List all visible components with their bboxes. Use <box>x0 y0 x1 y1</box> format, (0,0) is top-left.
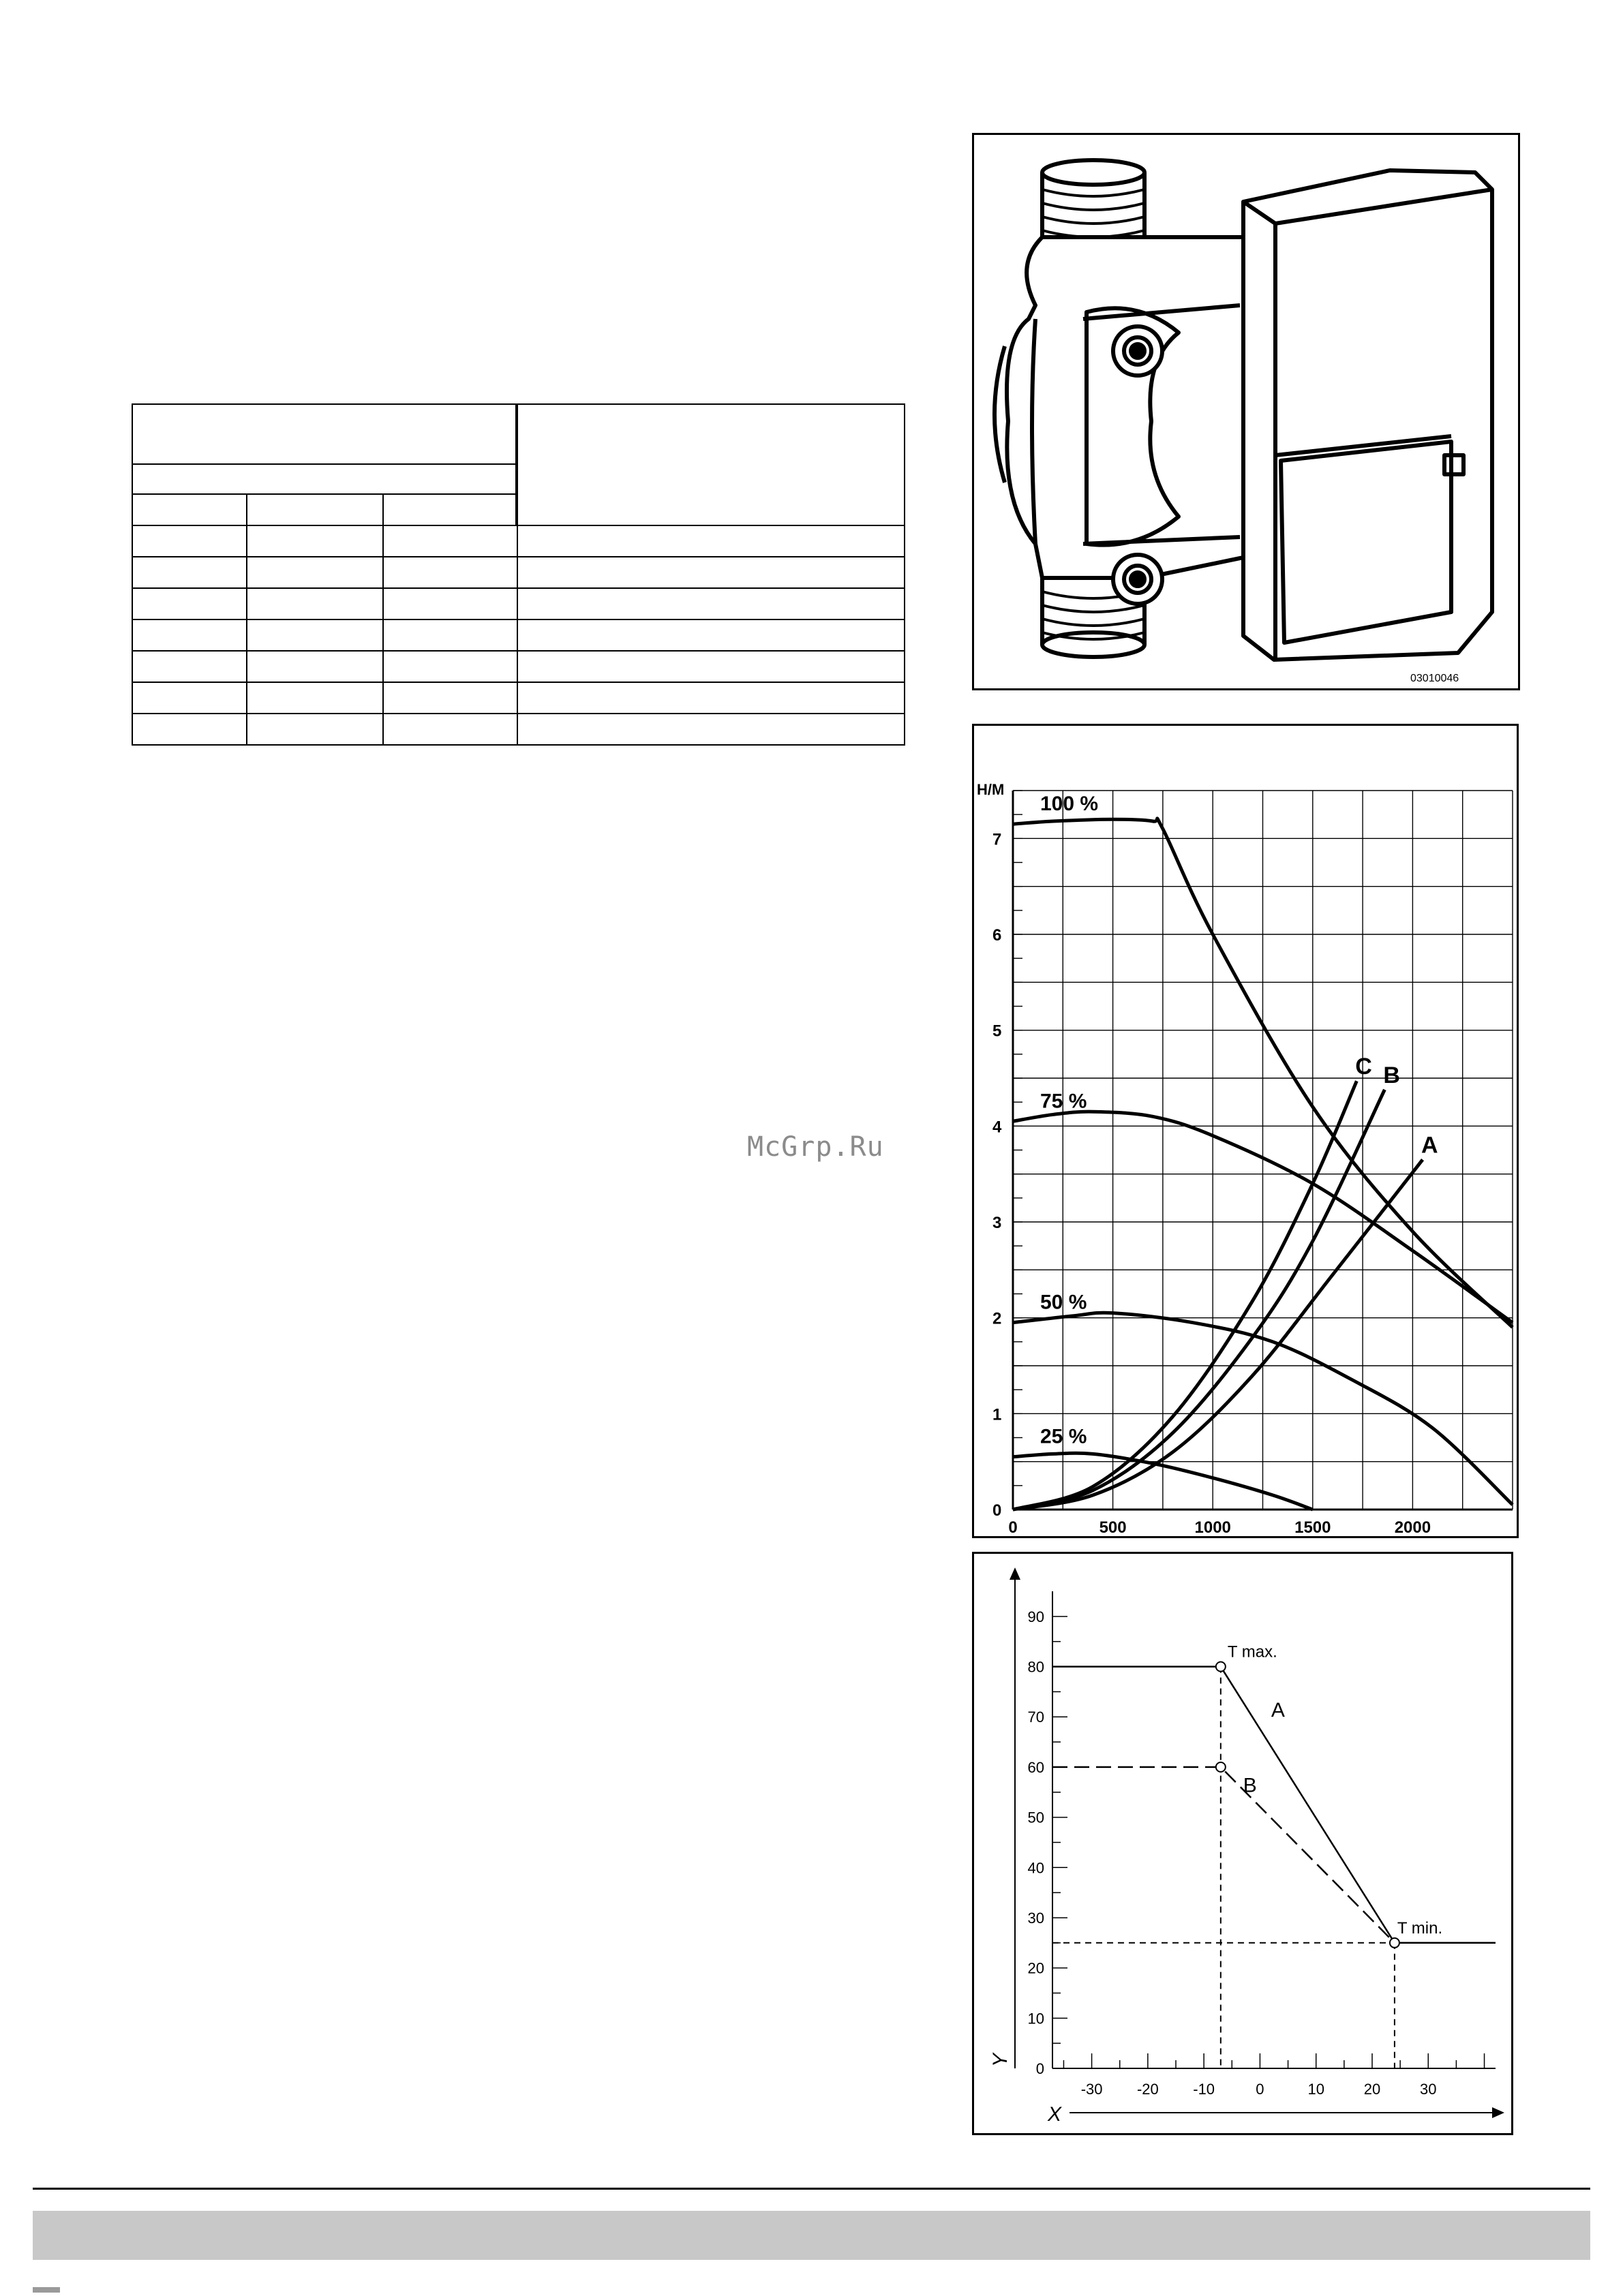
table-cell <box>382 682 518 714</box>
y-tick-label: 6 <box>992 926 1002 945</box>
y-axis-label: H/M <box>977 781 1005 798</box>
watermark-text: McGrp.Ru <box>747 1131 884 1163</box>
curve-point <box>1216 1662 1226 1672</box>
curve-point <box>1390 1938 1399 1948</box>
y-tick-label: 90 <box>1027 1608 1044 1625</box>
tmin-label: T min. <box>1397 1918 1443 1938</box>
table-cell <box>246 587 384 620</box>
footer-rule <box>33 2188 1590 2190</box>
y-tick-label: 20 <box>1027 1959 1044 1977</box>
table-cell <box>246 525 384 557</box>
table-cell <box>246 682 384 714</box>
table-cell <box>132 493 247 526</box>
y-tick-label: 10 <box>1027 2010 1044 2027</box>
table-cell <box>132 587 247 620</box>
x-tick-label: -20 <box>1136 2081 1159 2098</box>
y-tick-label: 2 <box>992 1309 1002 1328</box>
curve-a-label: A <box>1271 1699 1285 1722</box>
figure-code: 03010046 <box>1410 673 1459 684</box>
table-cell <box>382 650 518 683</box>
x-tick-label: 20 <box>1363 2081 1381 2098</box>
y-tick-label: 3 <box>992 1214 1002 1232</box>
x-tick-label: 1500 <box>1294 1518 1331 1536</box>
table-cell <box>382 556 518 589</box>
y-tick-label: 5 <box>992 1022 1002 1041</box>
table-cell <box>382 587 518 620</box>
data-table <box>132 403 905 744</box>
temp-chart-svg <box>974 1554 1511 2133</box>
x-tick-label: 500 <box>1099 1518 1127 1536</box>
footer-bar <box>33 2211 1590 2260</box>
table-cell <box>132 713 247 746</box>
table-cell <box>246 556 384 589</box>
table-cell <box>517 556 905 589</box>
curve-point <box>1216 1762 1226 1772</box>
y-arrow-head <box>1010 1567 1020 1580</box>
table-cell <box>517 525 905 557</box>
table-cell <box>517 713 905 746</box>
table-cell <box>517 403 905 526</box>
speed-curve-label: 25 % <box>1040 1425 1087 1448</box>
y-tick-label: 50 <box>1027 1809 1044 1826</box>
x-tick-label: -10 <box>1193 2081 1215 2098</box>
x-tick-label: 0 <box>1256 2081 1264 2098</box>
table-cell <box>132 556 247 589</box>
speed-curve-label: 100 % <box>1040 793 1099 816</box>
table-cell <box>517 587 905 620</box>
pump-performance-chart <box>972 724 1519 1538</box>
x-axis-label: X <box>1048 2103 1062 2126</box>
y-tick-label: 40 <box>1027 1859 1044 1877</box>
page-marker <box>33 2287 60 2293</box>
table-cell <box>517 619 905 652</box>
x-tick-label: 2000 <box>1394 1518 1431 1536</box>
x-tick-label: 0 <box>1008 1518 1018 1536</box>
curve-b <box>1052 1767 1395 1943</box>
x-arrow-head <box>1492 2107 1504 2118</box>
y-tick-label: 70 <box>1027 1709 1044 1726</box>
table-cell <box>132 525 247 557</box>
table-cell <box>132 619 247 652</box>
pump-chart-svg <box>974 726 1517 1536</box>
heating-curve-chart <box>972 1552 1513 2135</box>
y-tick-label: 0 <box>992 1501 1002 1520</box>
y-tick-label: 4 <box>992 1118 1002 1137</box>
table-cell <box>382 493 518 526</box>
y-tick-label: 0 <box>1035 2060 1044 2077</box>
system-curve <box>1013 1160 1423 1510</box>
y-axis-label: Y <box>989 2053 1012 2067</box>
table-cell <box>382 525 518 557</box>
x-tick-label: 10 <box>1307 2081 1324 2098</box>
table-cell <box>132 682 247 714</box>
system-curve-label: A <box>1421 1132 1438 1159</box>
table-cell <box>517 650 905 683</box>
y-tick-label: 80 <box>1027 1658 1044 1676</box>
y-tick-label: 1 <box>992 1405 1002 1424</box>
y-tick-label: 30 <box>1027 1909 1044 1927</box>
table-cell <box>246 650 384 683</box>
speed-curve-label: 75 % <box>1040 1090 1087 1113</box>
system-curve-label: C <box>1355 1054 1372 1080</box>
tmax-label: T max. <box>1227 1642 1277 1662</box>
table-cell <box>517 682 905 714</box>
speed-curve-label: 50 % <box>1040 1291 1087 1314</box>
table-cell <box>132 403 517 465</box>
x-tick-label: -30 <box>1080 2081 1103 2098</box>
table-cell <box>132 650 247 683</box>
curve-b-label: B <box>1243 1774 1257 1797</box>
system-curve-label: B <box>1383 1062 1400 1088</box>
x-tick-label: 30 <box>1420 2081 1437 2098</box>
table-cell <box>382 619 518 652</box>
y-tick-label: 60 <box>1027 1758 1044 1776</box>
table-cell <box>382 713 518 746</box>
table-cell <box>246 713 384 746</box>
table-cell <box>132 463 517 495</box>
y-tick-label: 7 <box>992 830 1002 849</box>
table-cell <box>246 493 384 526</box>
pump-figure <box>972 133 1520 690</box>
x-tick-label: 1000 <box>1194 1518 1231 1536</box>
pump-drawing <box>974 135 1518 688</box>
table-cell <box>246 619 384 652</box>
